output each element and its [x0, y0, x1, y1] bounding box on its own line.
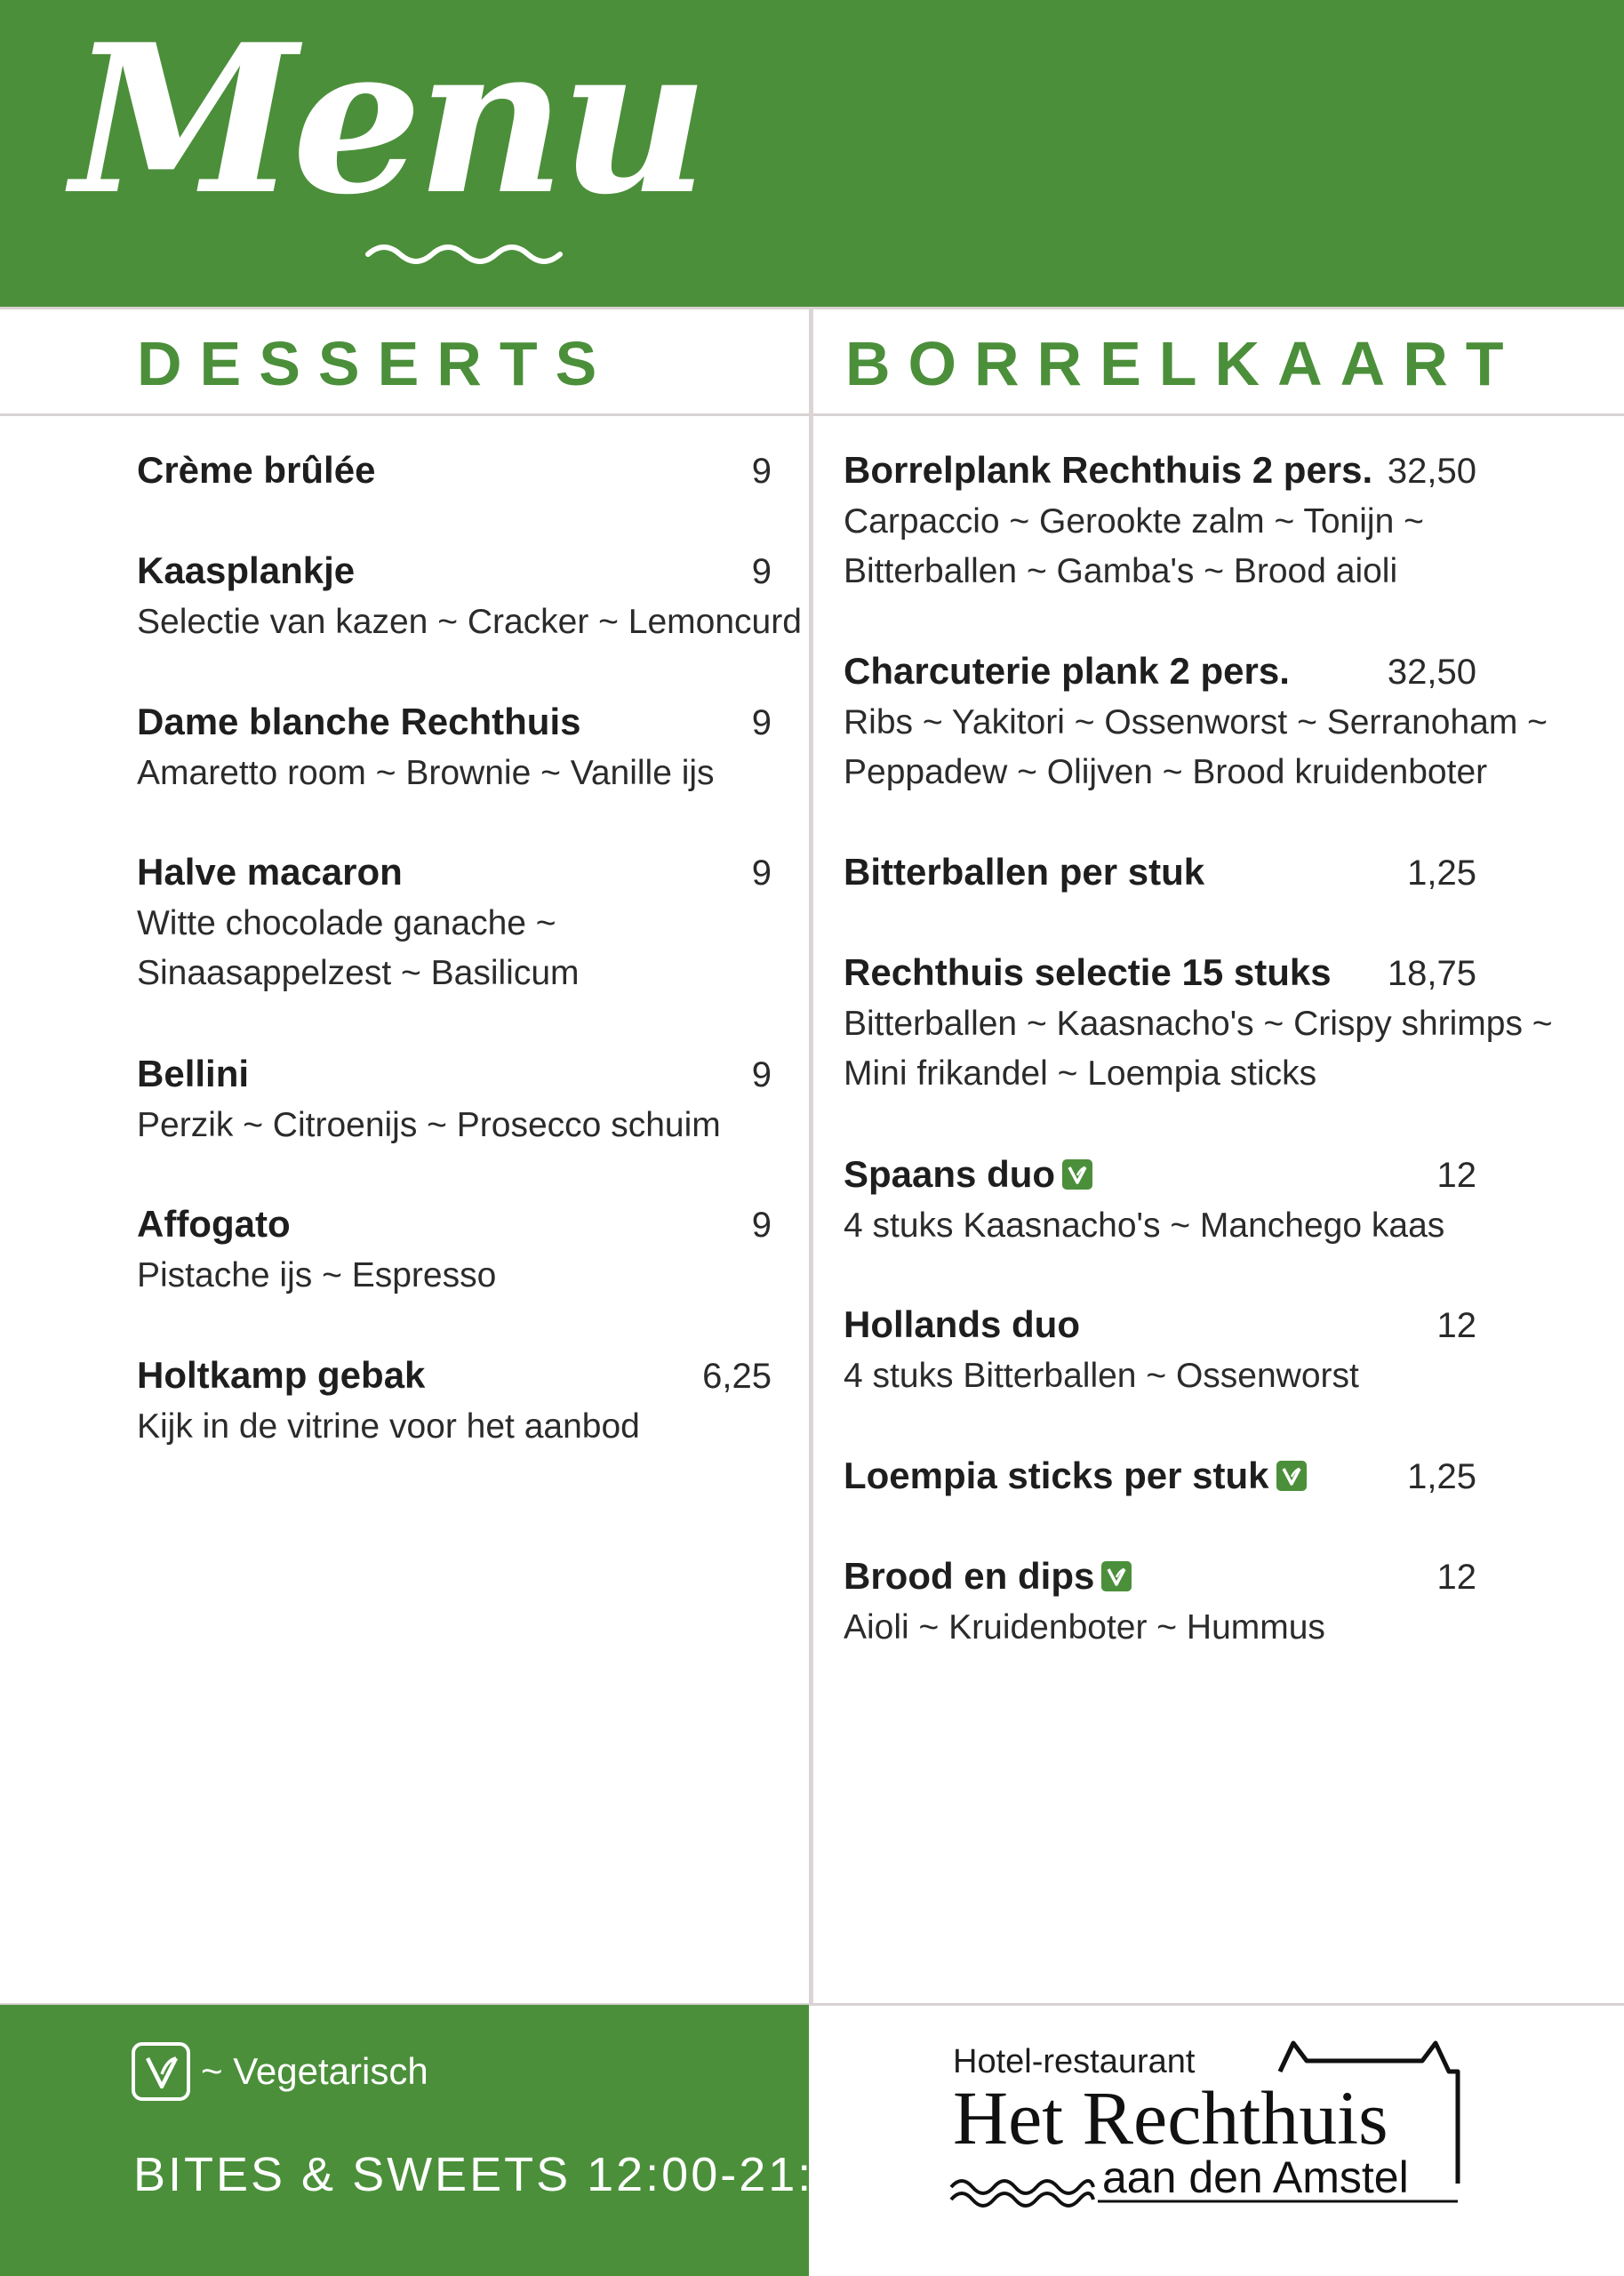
- item-price: 9: [751, 1206, 772, 1245]
- menu-item: [137, 545, 802, 647]
- vegetarian-icon: [132, 2042, 190, 2101]
- item-name-wrap: [844, 1149, 1092, 1200]
- item-price: 18,75: [1387, 954, 1476, 993]
- footer-banner: [0, 2005, 873, 2276]
- borrelkaart-header: [813, 309, 1624, 413]
- item-name: Halve macaron: [137, 851, 403, 893]
- item-name: Borrelplank Rechthuis 2 pers.: [844, 449, 1373, 491]
- item-price: 32,50: [1387, 452, 1476, 491]
- item-description: Perzik ~ Citroenijs ~ Prosecco schuim: [137, 1106, 721, 1144]
- item-name: Crème brûlée: [137, 449, 376, 491]
- header-banner: [0, 0, 1624, 307]
- item-price: 9: [751, 552, 772, 591]
- menu-item: [844, 947, 1553, 1099]
- item-description: Witte chocolade ganache ~: [137, 904, 556, 942]
- menu-item: [844, 846, 1476, 899]
- divider-vertical: [809, 307, 813, 2005]
- item-price: 12: [1436, 1558, 1476, 1597]
- item-description: Kijk in de vitrine voor het aanbod: [137, 1407, 640, 1446]
- menu-item: [137, 1198, 772, 1301]
- menu-item: [844, 1149, 1476, 1251]
- item-price: 1,25: [1407, 1457, 1476, 1496]
- item-name: Bitterballen per stuk: [844, 851, 1205, 893]
- item-description: Selectie van kazen ~ Cracker ~ Lemoncurd: [137, 603, 802, 641]
- item-description: Amaretto room ~ Brownie ~ Vanille ijs: [137, 754, 715, 792]
- item-description: 4 stuks Kaasnacho's ~ Manchego kaas: [844, 1206, 1445, 1245]
- item-description: Sinaasappelzest ~ Basilicum: [137, 954, 580, 992]
- item-price: 1,25: [1407, 854, 1476, 893]
- item-price: 9: [751, 703, 772, 742]
- item-name: Affogato: [137, 1203, 291, 1245]
- logo-line-hotel-restaurant: Hotel-restaurant: [953, 2043, 1196, 2080]
- item-price: 12: [1436, 1306, 1476, 1345]
- item-name: Loempia sticks per stuk: [844, 1455, 1269, 1496]
- item-description: Aioli ~ Kruidenboter ~ Hummus: [844, 1608, 1325, 1647]
- item-price: 12: [1436, 1156, 1476, 1195]
- menu-item: [844, 1299, 1476, 1401]
- borrelkaart-title: BORRELKAART: [845, 329, 1522, 398]
- vegetarian-icon: [1276, 1461, 1307, 1491]
- menu-item: [844, 1551, 1476, 1653]
- vegetarian-legend: [132, 2042, 428, 2101]
- item-name: Rechthuis selectie 15 stuks: [844, 951, 1332, 993]
- item-price: 9: [751, 452, 772, 491]
- menu-item: [844, 645, 1548, 797]
- item-description: Peppadew ~ Olijven ~ Brood kruidenboter: [844, 753, 1488, 791]
- item-price: 6,25: [702, 1357, 772, 1396]
- logo-line-location: aan den Amstel: [1102, 2152, 1409, 2202]
- item-description: Bitterballen ~ Kaasnacho's ~ Crispy shrimps ~: [844, 1005, 1553, 1043]
- item-name: Dame blanche Rechthuis: [137, 701, 581, 742]
- item-description: Mini frikandel ~ Loempia sticks: [844, 1054, 1317, 1093]
- desserts-title: DESSERTS: [137, 329, 615, 398]
- item-name: Charcuterie plank 2 pers.: [844, 650, 1290, 692]
- item-name: Bellini: [137, 1053, 250, 1094]
- menu-title: Menu: [71, 0, 704, 240]
- menu-item: [137, 1048, 772, 1150]
- title-wave-decoration: [364, 238, 569, 270]
- menu-item: [137, 846, 772, 998]
- item-name-wrap: [844, 1551, 1132, 1602]
- desserts-header: [0, 309, 809, 413]
- legend-label: ~ Vegetarisch: [201, 2050, 428, 2092]
- logo-line-name: Het Rechthuis: [953, 2075, 1388, 2160]
- item-description: Carpaccio ~ Gerookte zalm ~ Tonijn ~: [844, 502, 1424, 541]
- opening-hours: BITES & SWEETS 12:00-21:00: [133, 2148, 873, 2201]
- menu-item: [137, 445, 772, 497]
- menu-item: [137, 1350, 772, 1452]
- item-name: Spaans duo: [844, 1153, 1056, 1195]
- item-name: Holtkamp gebak: [137, 1354, 426, 1396]
- item-price: 9: [751, 854, 772, 893]
- item-name-wrap: [844, 1450, 1307, 1502]
- item-description: 4 stuks Bitterballen ~ Ossenworst: [844, 1357, 1359, 1395]
- item-description: Bitterballen ~ Gamba's ~ Brood aioli: [844, 552, 1398, 590]
- vegetarian-icon: [1101, 1561, 1132, 1591]
- item-price: 9: [751, 1055, 772, 1094]
- vegetarian-icon: [1062, 1159, 1092, 1190]
- item-name: Kaasplankje: [137, 549, 356, 591]
- item-price: 32,50: [1387, 653, 1476, 692]
- item-description: Ribs ~ Yakitori ~ Ossenworst ~ Serranoham ~: [844, 703, 1548, 741]
- menu-item: [844, 445, 1476, 597]
- item-name: Brood en dips: [844, 1555, 1095, 1597]
- menu-item: [137, 696, 772, 798]
- menu-item: [844, 1450, 1476, 1503]
- restaurant-logo: [942, 2018, 1582, 2223]
- item-name: Hollands duo: [844, 1303, 1080, 1345]
- item-description: Pistache ijs ~ Espresso: [137, 1256, 497, 1294]
